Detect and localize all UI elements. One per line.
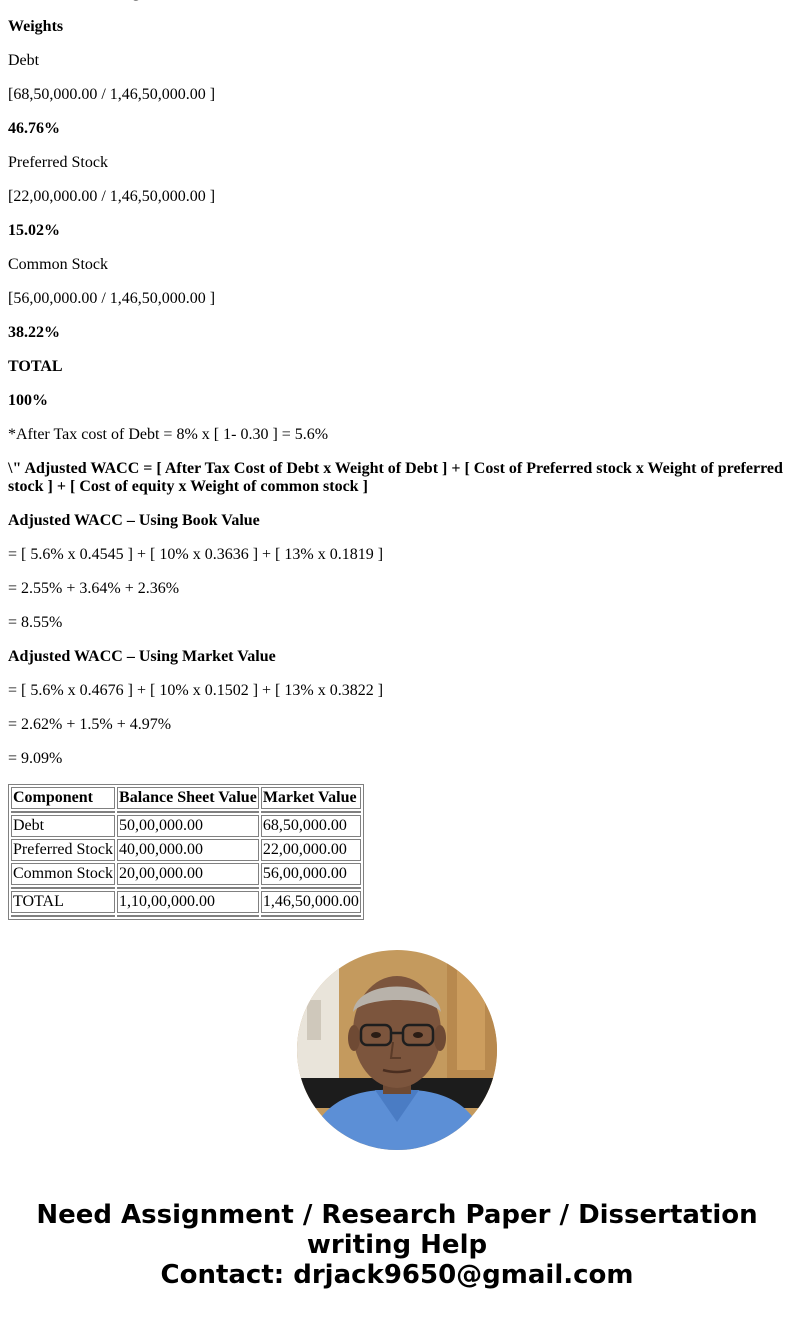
avatar	[297, 950, 497, 1150]
book-value-line: = [ 5.6% x 0.4545 ] + [ 10% x 0.3636 ] + [ 13% x 0.1819 ]	[8, 546, 384, 563]
weight-item-result: 46.76%	[8, 120, 60, 137]
avatar-portrait	[297, 950, 497, 1150]
contact-label: Contact:	[160, 1260, 294, 1290]
answer-content	[8, 0, 786, 920]
promo-contact	[20, 1260, 774, 1290]
assignment-help-banner	[20, 1200, 774, 1290]
table-spacer-row	[11, 887, 361, 889]
book-value-result: = 8.55%	[8, 614, 63, 631]
table-cell: Debt	[11, 815, 115, 837]
weights-heading: Weights	[8, 18, 64, 35]
market-value-result: = 9.09%	[8, 750, 63, 767]
weight-item-formula: [68,50,000.00 / 1,46,50,000.00 ]	[8, 86, 216, 103]
weights-total-label: TOTAL	[8, 358, 63, 375]
table-spacer-row	[11, 915, 361, 917]
partial-heading	[8, 0, 786, 2]
table-cell: 1,46,50,000.00	[261, 891, 361, 913]
weight-item-name: Debt	[8, 52, 40, 69]
wacc-formula: \" Adjusted WACC = [ After Tax Cost of Debt x Weight of Debt ] + [ Cost of Preferred stock x Weight of preferred stock ] + [ Cost of equity x Weight of common stock ]	[8, 460, 783, 495]
weights-total-value: 100%	[8, 392, 48, 409]
table-cell: 22,00,000.00	[261, 839, 361, 861]
promo-headline: Need Assignment / Research Paper / Dissertation writing Help	[36, 1200, 758, 1260]
table-cell: Common Stock	[11, 863, 115, 885]
weight-item-result: 38.22%	[8, 324, 60, 341]
component-value-table	[8, 784, 364, 920]
book-value-line: = 2.55% + 3.64% + 2.36%	[8, 580, 180, 597]
book-value-heading: Adjusted WACC – Using Book Value	[8, 512, 260, 529]
contact-email-link[interactable]: drjack9650@gmail.com	[293, 1260, 634, 1290]
weight-item-result: 15.02%	[8, 222, 60, 239]
weight-item-name: Preferred Stock	[8, 154, 108, 171]
table-cell: 56,00,000.00	[261, 863, 361, 885]
table-cell: 68,50,000.00	[261, 815, 361, 837]
table-spacer-row	[11, 811, 361, 813]
table-cell: Preferred Stock	[11, 839, 115, 861]
table-total-row	[11, 891, 361, 913]
header-market-value: Market Value	[261, 787, 361, 809]
table-cell: 20,00,000.00	[117, 863, 259, 885]
table-cell: 1,10,00,000.00	[117, 891, 259, 913]
table-cell: 50,00,000.00	[117, 815, 259, 837]
table-row	[11, 863, 361, 885]
table-row	[11, 839, 361, 861]
weight-item-name: Common Stock	[8, 256, 109, 273]
table-header-row	[11, 787, 361, 809]
weight-item-formula: [56,00,000.00 / 1,46,50,000.00 ]	[8, 290, 216, 307]
header-component: Component	[11, 787, 115, 809]
header-balance-sheet-value: Balance Sheet Value	[117, 787, 259, 809]
market-value-line: = [ 5.6% x 0.4676 ] + [ 10% x 0.1502 ] + [ 13% x 0.3822 ]	[8, 682, 384, 699]
table-cell: TOTAL	[11, 891, 115, 913]
table-cell: 40,00,000.00	[117, 839, 259, 861]
market-value-heading: Adjusted WACC – Using Market Value	[8, 648, 276, 665]
after-tax-note: *After Tax cost of Debt = 8% x [ 1- 0.30 ] = 5.6%	[8, 426, 329, 443]
table-row	[11, 815, 361, 837]
market-value-line: = 2.62% + 1.5% + 4.97%	[8, 716, 172, 733]
weight-item-formula: [22,00,000.00 / 1,46,50,000.00 ]	[8, 188, 216, 205]
